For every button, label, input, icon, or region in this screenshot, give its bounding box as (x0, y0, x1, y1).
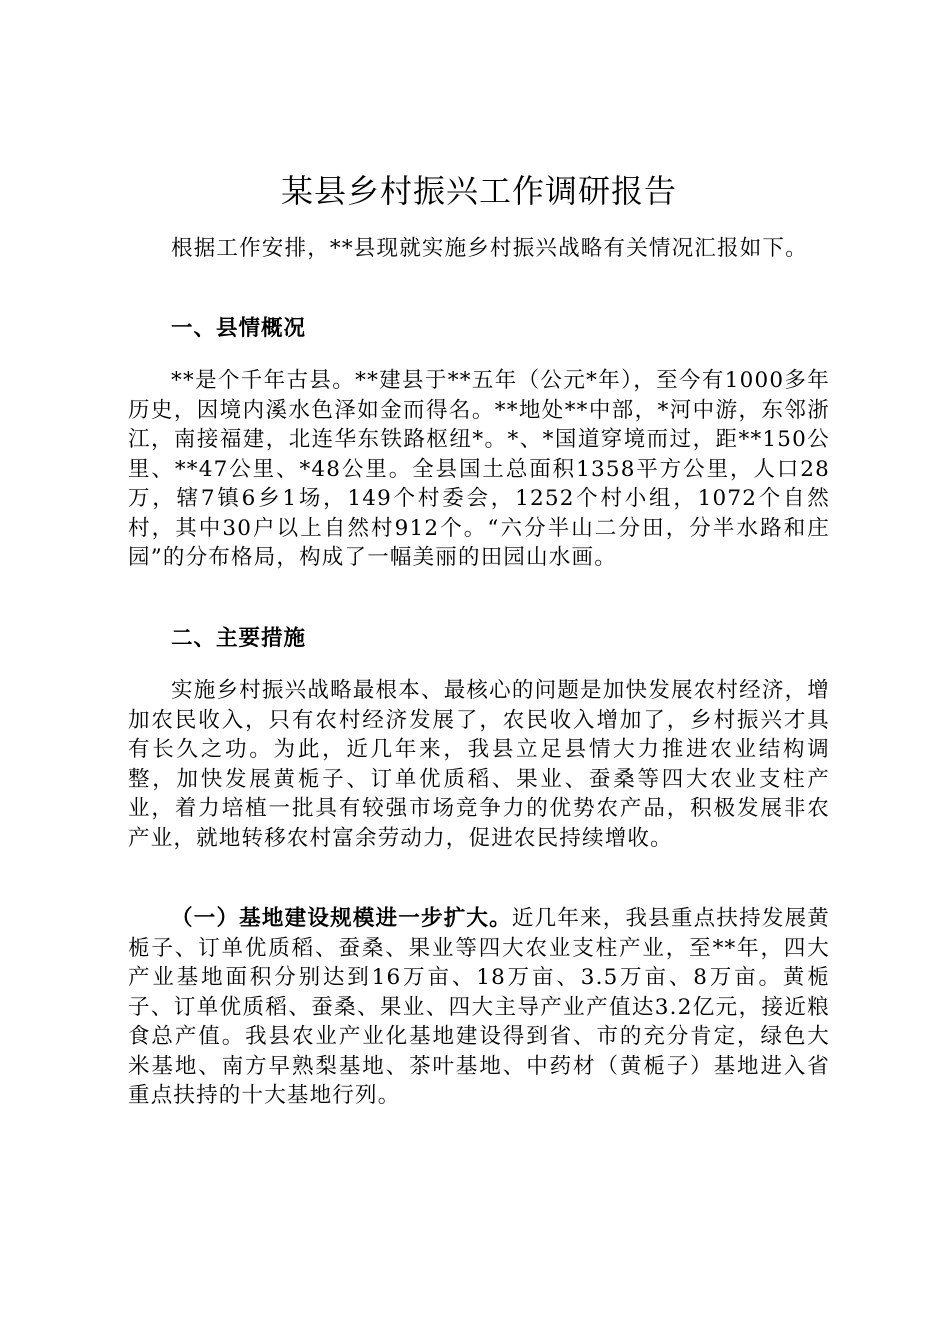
section-heading-measures: 二、主要措施 (171, 626, 307, 651)
intro-paragraph: 根据工作安排，**县现就实施乡村振兴战略有关情况汇报如下。 (171, 236, 808, 261)
measures-paragraph: 实施乡村振兴战略最根本、最核心的问题是加快发展农村经济，增加农民收入，只有农村经济发展了，农民收入增加了，乡村振兴才具有长久之功。为此，近几年来，我县立足县情大力推进农业结构调整，加快发展黄栀子、订单优质稻、果业、蚕桑等四大农业支柱产业，着力培植一批具有较强市场竞争力的优势农产品，积极发展非农产业，就地转移农村富余劳动力，促进农民持续增收。 (128, 678, 830, 851)
subsection-body: 近几年来，我县重点扶持发展黄栀子、订单优质稻、蚕桑、果业等四大农业支柱产业，至**年，四大产业基地面积分别达到16万亩、18万亩、3.5万亩、8万亩。黄栀子、订单优质稻、蚕桑、果业、四大主导产业产值达3.2亿元，接近粮食总产值。我县农业产业化基地建设得到省、市的充分肯定，绿色大米基地、南方早熟梨基地、茶叶基地、中药材（黄栀子）基地进入省重点扶持的十大基地行列。 (128, 906, 830, 1108)
overview-paragraph: **是个千年古县。**建县于**五年（公元*年），至今有1000多年历史，因境内溪水色泽如金而得名。**地处**中部，*河中游，东邻浙江，南接福建，北连华东铁路枢纽*。*、*国道穿境而过，距**150公里、**47公里、*48公里。全县国土总面积1358平方公里，人口28万，辖7镇6乡1场，149个村委会，1252个村小组，1072个自然村，其中30户以上自然村912个。“六分半山二分田，分半水路和庄园”的分布格局，构成了一幅美丽的田园山水画。 (128, 368, 830, 570)
document-title: 某县乡村振兴工作调研报告 (280, 172, 677, 210)
subsection-lead: （一）基地建设规模进一步扩大。 (171, 906, 512, 931)
subsection-base-construction (128, 904, 830, 1111)
section-heading-overview: 一、县情概况 (171, 316, 307, 341)
